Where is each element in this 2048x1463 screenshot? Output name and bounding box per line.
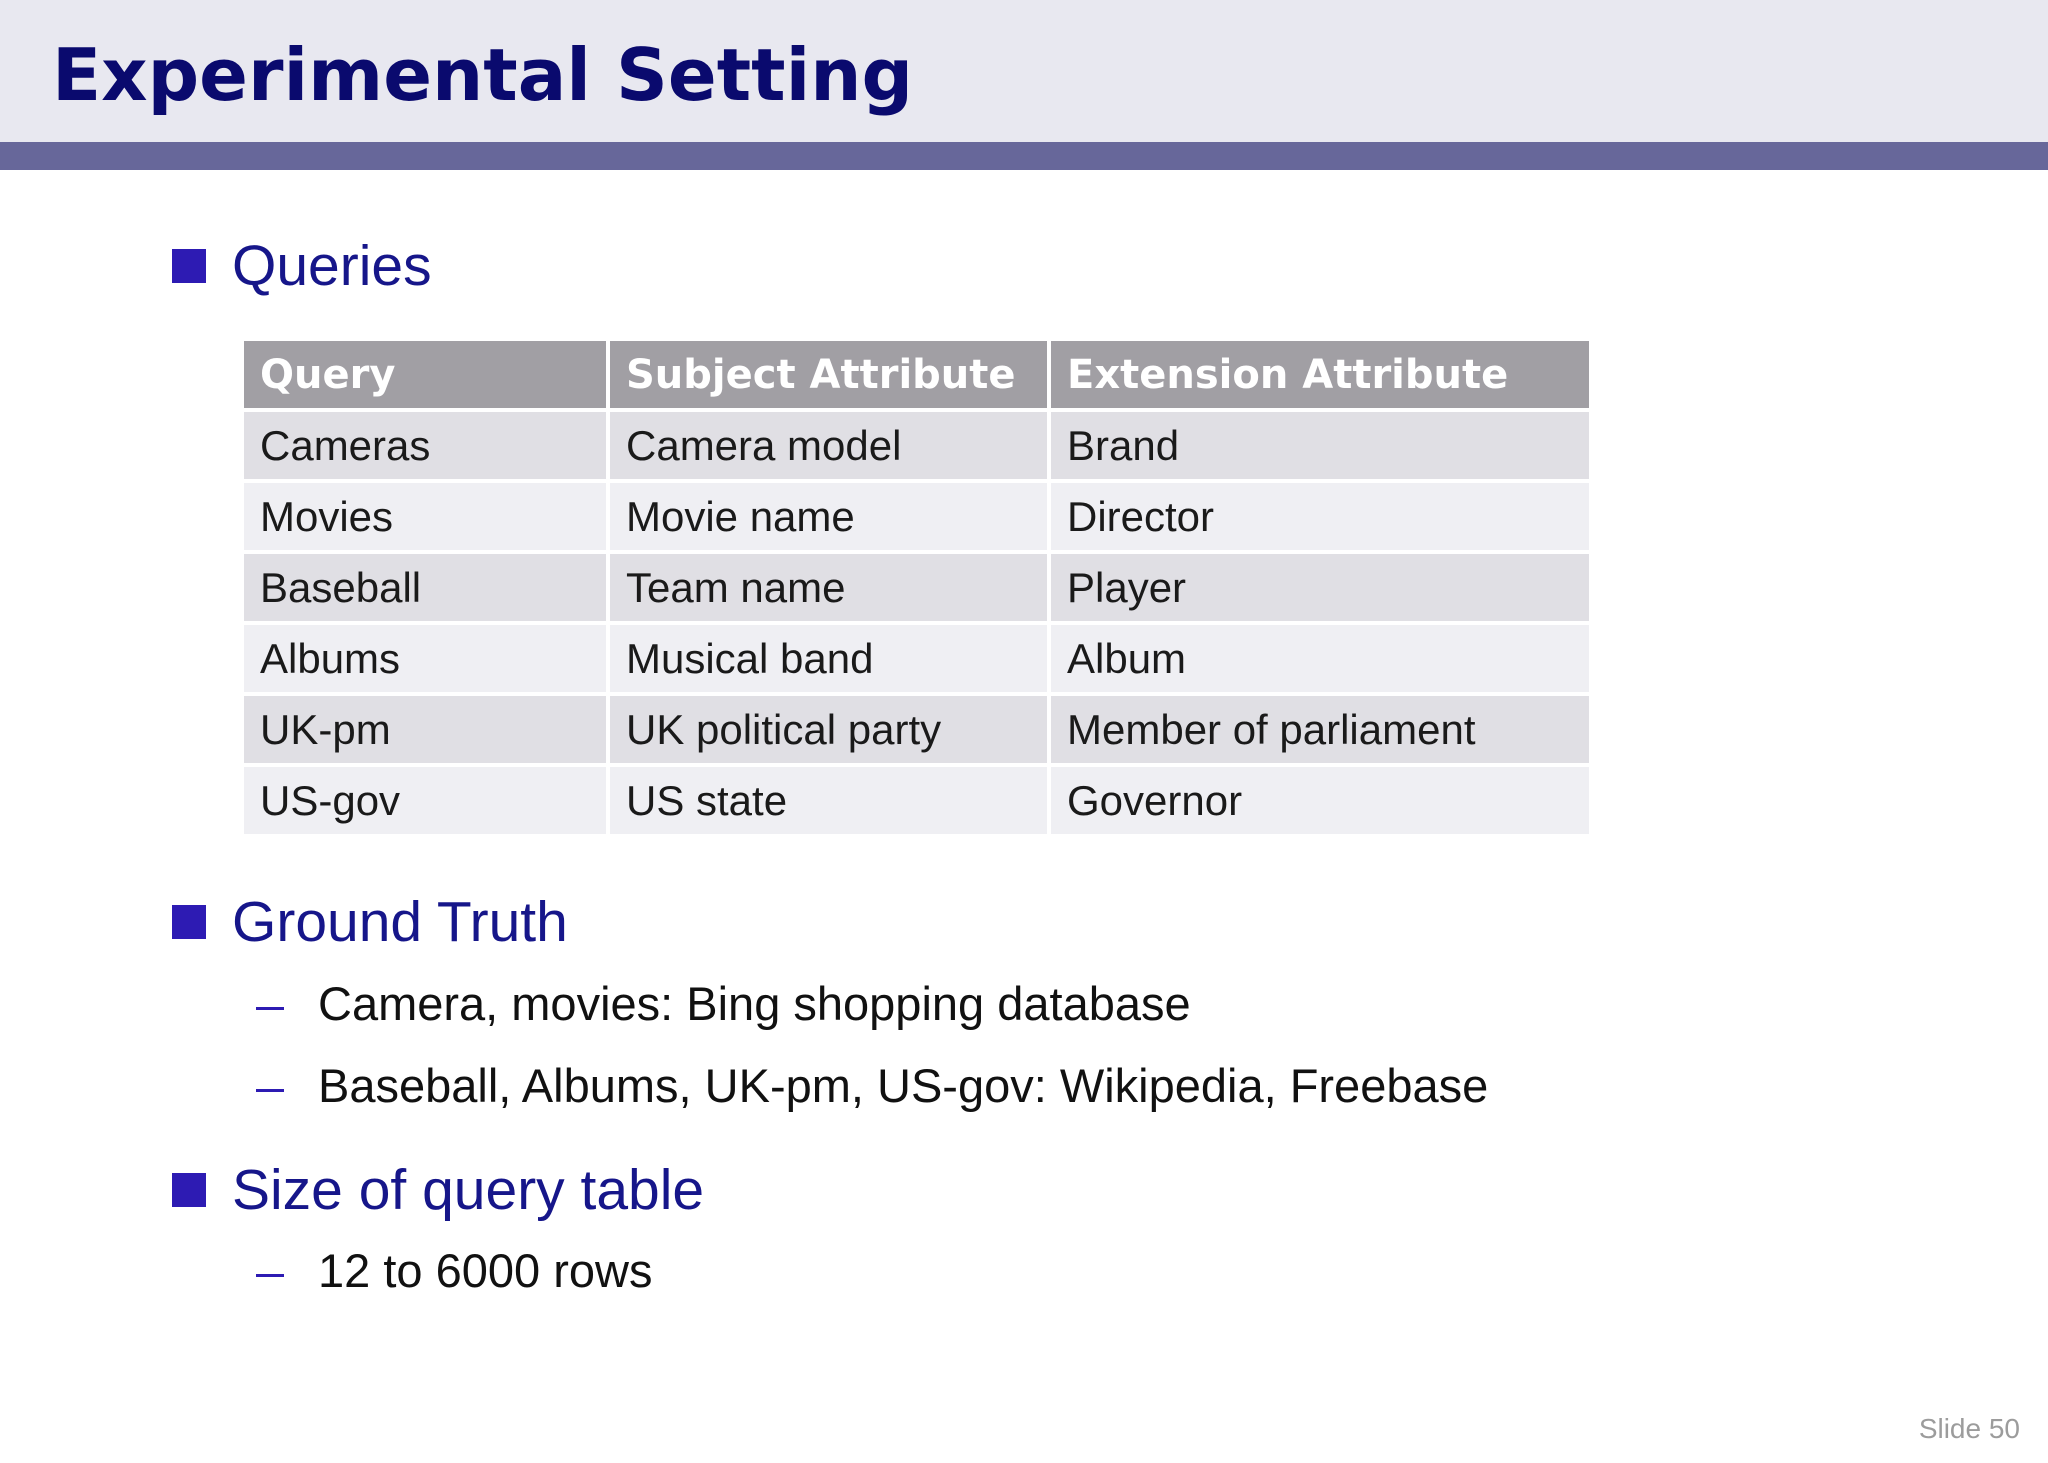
queries-table xyxy=(240,337,1593,838)
table-cell: Album xyxy=(1051,625,1589,692)
bullet-queries xyxy=(172,236,432,296)
bullet-ground-truth xyxy=(172,892,568,952)
table-cell: US-gov xyxy=(244,767,606,834)
sub-bullet-label: Camera, movies: Bing shopping database xyxy=(318,977,1191,1030)
bullet-label: Ground Truth xyxy=(232,890,568,954)
sub-bullet xyxy=(256,1058,1488,1114)
table-cell: Movies xyxy=(244,483,606,550)
bullet-square-icon xyxy=(172,905,206,939)
table-cell: Director xyxy=(1051,483,1589,550)
table-cell: Player xyxy=(1051,554,1589,621)
table-cell: Team name xyxy=(610,554,1047,621)
table-row xyxy=(244,412,1589,479)
sub-bullet-label: 12 to 6000 rows xyxy=(318,1244,653,1297)
table-cell: US state xyxy=(610,767,1047,834)
table-row xyxy=(244,696,1589,763)
table-cell: Governor xyxy=(1051,767,1589,834)
bullet-label: Queries xyxy=(232,234,432,298)
table-row xyxy=(244,767,1589,834)
table-header-cell: Extension Attribute xyxy=(1051,341,1589,408)
table-header-row xyxy=(244,341,1589,408)
table-cell: Camera model xyxy=(610,412,1047,479)
bullet-label: Size of query table xyxy=(232,1158,705,1222)
table-cell: Movie name xyxy=(610,483,1047,550)
table-row xyxy=(244,554,1589,621)
slide-title: Experimental Setting xyxy=(52,33,914,117)
table-header-cell: Subject Attribute xyxy=(610,341,1047,408)
table-header-cell: Query xyxy=(244,341,606,408)
table-cell: Brand xyxy=(1051,412,1589,479)
table-cell: UK-pm xyxy=(244,696,606,763)
table-row xyxy=(244,483,1589,550)
table-cell: UK political party xyxy=(610,696,1047,763)
table-cell: Musical band xyxy=(610,625,1047,692)
bullet-square-icon xyxy=(172,1173,206,1207)
bullet-square-icon xyxy=(172,249,206,283)
dash-icon xyxy=(256,1007,284,1010)
dash-icon xyxy=(256,1274,284,1277)
table-cell: Albums xyxy=(244,625,606,692)
title-rule xyxy=(0,142,2048,170)
sub-bullet xyxy=(256,976,1191,1032)
sub-bullet xyxy=(256,1243,652,1299)
table-cell: Baseball xyxy=(244,554,606,621)
table-cell: Member of parliament xyxy=(1051,696,1589,763)
slide-number: Slide 50 xyxy=(1918,1413,2020,1444)
table-cell: Cameras xyxy=(244,412,606,479)
dash-icon xyxy=(256,1089,284,1092)
bullet-size xyxy=(172,1160,704,1220)
sub-bullet-label: Baseball, Albums, UK-pm, US-gov: Wikipedia, Freebase xyxy=(318,1059,1489,1112)
table-row xyxy=(244,625,1589,692)
